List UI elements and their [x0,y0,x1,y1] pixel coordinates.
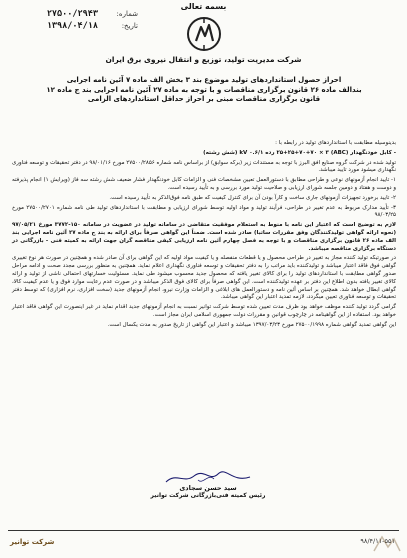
date-label: تاریخ: [121,22,138,30]
body-note: لازم به توضیح است که اعتبار این نامه با منوط به استعلام موفقیت متقاضی در سامانه تولید در عضویت در سامانه ۱۵۰-۳۷۷۲ مورخ ۹۷/۰۵/۲۱ (نحوه ارائه گواهی تولیدکنندگان وفق مقررات ساتبا) صادر شده است. ضمناً این گواهی صرفاً برای ارائه به بند ج ماده ۲۷ آئین نامه اجرایی بند الف ماده ۲۶ قانون برگزاری مناقصات و با توجه به فصل چهارم آئین نامه ارزیابی کیفی مناقصه گران جهت ارائه به کمیته فنی - بازرگانی در دستگاه برگزاری مناقصه میباشد. [12,222,397,252]
signer-title: رئیس کمیته فنی‌بازرگانی شرکت توانیر [150,492,266,499]
body-paragraph: گرامی گردد تولید کننده موظف خواهد بود ظرف مدت تعیین شده توسط شرکت توانیر نسبت به انجام آزمونهای جدید اقدام نماید در غیر اینصورت این گواهی فاقد اعتبار خواهد بود. استفاده از این گواهینامه در چارچوب قوانین و مقررات دولت جمهوری اسلامی ایران مجاز است. [12,304,396,318]
product-line: - کابل خودنگهدار (ABC) ۲۵+۲۵+۷۰+۷۰ × ۳ رده ۰.۶/۱ kV (شش رشته) [203,149,396,156]
footer-company: شرکت توانیر [10,538,55,546]
company-logo [184,14,224,54]
company-name: شرکت مدیریت تولید، توزیع و انتقال نیروی برق ایران [105,55,302,64]
title-line: احراز حصول استانداردهای تولید موضوع بند ۳ بخش الف ماده ۷ آئین نامه اجرایی [66,76,342,84]
letter-header-title: بسمه تعالی [180,2,227,11]
title-line: قانون برگزاری مناقصات مبنی بر احراز حداقل استانداردهای الزامی [87,95,321,103]
body-paragraph: بدینوسیله مطابقت با استانداردهای تولید در رابطه با : [275,140,396,146]
letter-title [14,76,394,105]
body-item: ۱- تایید انجام آزمونهای نوعی و طراحی مطابق با دستورالعمل تعیین مشخصات فنی و الزامات کابل خودنگهدار فشار ضعیف شش رشته سه فاز (ویرایش ۱) انجام پذیرفته و دوست و هفتاد و دومین جلسه شورای ارزیابی و صلاحیت تولید مورد بررسی و به تأیید رسیده است. [12,177,396,191]
corner-mark [372,533,402,555]
body-paragraph: این گواهی تمدید گواهی شماره ۲۷۵۰۰/۱۹۹۸ مورخ ۱۳۹۷/۰۳/۲۳ میباشد و اعتبار این گواهی از تاریخ صدور به مدت یکسال است. [107,321,396,328]
date-value: ۱۳۹۸/۰۴/۱۸ [46,21,98,31]
body-item: ۳- تأیید مدارک مربوط به عدم تغییر در طراحی، فرآیند تولید و مواد اولیه توسط شورای ارزیابی و مطابقت با استانداردهای تولید طی نامه شماره ۲۷۵۰۰/۲۷۰۱ مورخ ۹۸/۰۳/۲۵ [12,204,396,219]
body-paragraph: تولید شده در شرکت گروه صنایع افق البرز با توجه به مستندات زیر (برکه سوابق) از براساس نامه شماره ۲۷۵۰۰/۲۸۵۶ مورخ ۹۸/۰۱/۱۶ در دفتر تحقیقات و توسعه فناوری نگهداری میشود مورد تایید میباشد. [12,159,396,174]
signer-name: سید حسن سجادی [179,484,237,492]
date-row [8,20,138,32]
signature-block [148,470,268,499]
number-value: ۲۷۵۰۰/۲۹۴۳ [46,9,98,19]
footer-divider [8,530,399,531]
body-item: ۲- تایید برخورد تجهیزات آزمونهای جاری ساخت و کارآ بودن آن برای کنترل کیفیت که طبق نامه فوق‌الذکر به تأیید رسیده است. [109,194,396,201]
footer-code: ۹۸/۴/۱۱-۵۵۱ [360,537,395,545]
number-row [8,8,138,20]
number-label: شماره: [116,10,138,18]
body-paragraph: در صورتیکه تولید کننده مجاز به تغییر در طراحی محصول و یا قطعات منفصله و یا کیفیت مواد اولیه که این گواهی برای آن صادر شده و همچنین در صورت هر نوع تغییری گواهی فوق فاقد اعتبار میباشد و تولیدکننده باید مراتب را به دفتر تحقیقات و توسعه فناوری نگهداری اعلام نماید. همچنین به منظور بررسی مجدد صحت و ادامه مراحل صدور گواهی مطابقت با استانداردهای تولید را برای کالای تغییر یافته که محصول جدید محسوب میشود طی نماید. مسئولیت خسارتهای احتمالی ناشی از تولید و ارائه کالای تغییر یافته بدون اطلاع این دفتر بر عهده تولیدکننده است. این گواهی صرفاً برای کالای فوق الذکر میباشد و در صورت عدم رعایت موارد فوق و یا عدم کیفیت کالا، گواهی ابطال خواهد شد. همچنین بر اساس آئین نامه و دستورالعمل های ابلاغی و الزامات وزارت نیرو، انجام آزمونهای جدید (سخت افزاری، نرم افزاری) که توسط دفتر تحقیقات و توسعه فناوری تعیین میگردد، لازمه تمدید اعتبار این گواهی میباشد. [12,255,396,301]
title-line: بندالف ماده ۲۶ قانون برگزاری مناقصات و با توجه به ماده ۲۷ آئین نامه اجرایی بند ج ماده ۱۲ [46,85,362,94]
letter-meta [8,8,138,32]
letter-body [12,140,396,332]
